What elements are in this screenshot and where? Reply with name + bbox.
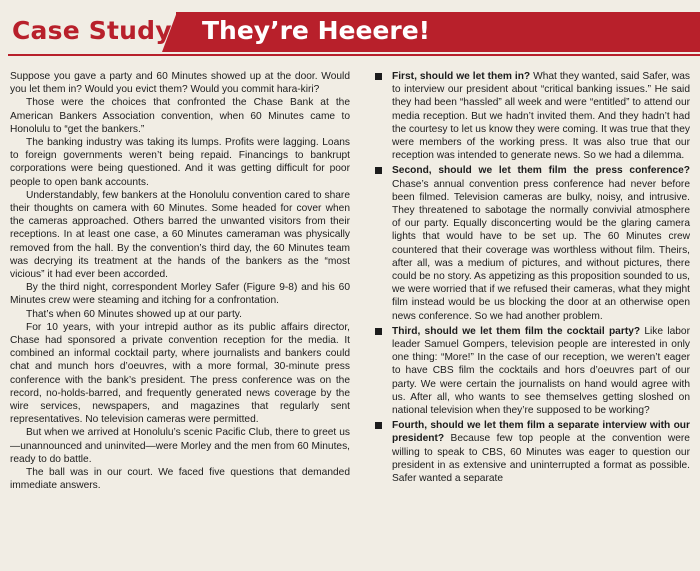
question-item [372, 419, 690, 485]
left-column [10, 70, 350, 493]
question-item [372, 164, 690, 322]
paragraph: Those were the choices that confronted the Chase Bank at the American Bankers Association convention, when 60 Minutes came to Honolulu to “get the bankers.” [10, 97, 350, 135]
paragraph: That’s when 60 Minutes showed up at our party. [26, 308, 242, 320]
title-bar-notch [162, 12, 177, 52]
bullet-square-icon [375, 73, 382, 80]
question-body: Like labor leader Samuel Gompers, television people are interested in only one thing: “More!” In the case of our reception, we weren’t eager to have CBS film the cocktails and hors d’oeuvres part of our party. We were certain the journalists on hand would agree with us. After all, who wants to see themselves getting sloshed on national television when they’re supposed to be working? [392, 325, 690, 417]
bullet-square-icon [375, 328, 382, 335]
question-lead: Second, should we let them film the press conference? [392, 165, 690, 177]
question-lead: Third, should we let them film the cocktail party? [392, 325, 645, 337]
paragraph: By the third night, correspondent Morley Safer (Figure 9-8) and his 60 Minutes crew were steaming and itching for a confrontation. [10, 282, 350, 307]
question-lead: First, should we let them in? [392, 71, 534, 82]
paragraph: For 10 years, with your intrepid author as its public affairs director, Chase had sponsored a private convention reception for the media. It combined an informal cocktail party, where journalists and bankers could chat and munch hors d’oeuvres, with a more formal, 30-minute press conference with the bank’s president. The press conference was on the record, no-holds-barred, and frequently generated news coverage by the wire services, newspapers, and magazines that regularly sent representatives. No television cameras were permitted. [10, 321, 350, 426]
paragraph: But when we arrived at Honolulu’s scenic Pacific Club, there to greet us—unannounced and uninvited—were Morley and the men from 60 Minutes, ready to do battle. [10, 427, 350, 465]
page-title: They’re Heeere! [202, 16, 431, 45]
paragraph: Suppose you gave a party and 60 Minutes showed up at the door. Would you let them in? Would you evict them? Would you commit hara-kiri? [10, 71, 350, 96]
section-label: Case Study [12, 16, 172, 45]
question-body: Because few top people at the convention were willing to speak to CBS, 60 Minutes was eager to question our president in as extensive and uninterrupted a format as possible. Safer wanted a separate [392, 433, 690, 485]
paragraph: Understandably, few bankers at the Honolulu convention cared to share their thoughts on camera with 60 Minutes. Some headed for cover when the cameras approached. Others barred the unwanted visitors from their receptions. In at least one case, a 60 Minutes cameraman was physically removed from the hall. By the convention’s third day, the 60 Minutes team was decrying its treatment at the hands of the bankers as the “most vicious” it had ever been accorded. [10, 189, 350, 281]
page-header [0, 0, 700, 62]
paragraph: The banking industry was taking its lumps. Profits were lagging. Loans to foreign governments weren’t being repaid. Financings to bankrupt corporations were being questioned. And it was getting difficult for poor people to open bank accounts. [10, 137, 350, 188]
bullet-square-icon [375, 167, 382, 174]
right-column [372, 70, 690, 487]
question-lead: Fourth, should we let them film a separate interview with our president? [392, 420, 690, 445]
bullet-square-icon [375, 422, 382, 429]
question-item [372, 325, 690, 417]
question-body: Chase’s annual convention press conference had never before been filmed. Television cameras are bulky, noisy, and intrusive. They threatened to sabotage the normally convivial atmosphere of our party. Equally disconcerting would be the glaring camera lights that would have to be set up. The 60 Minutes crew countered that their coverage was worthless without film. Theirs, after all, was a medium of pictures, and without pictures, there could be no story. As appetizing as this proposition sounded to us, we were worried that if we refused their cameras, what they might film instead would be us blocking the door at an otherwise open news conference. So we had another problem. [392, 178, 690, 322]
header-rule [8, 54, 700, 56]
question-item [372, 70, 690, 162]
paragraph: The ball was in our court. We faced five questions that demanded immediate answers. [10, 467, 350, 492]
question-body: What they wanted, said Safer, was to interview our president about “critical banking issues.” He said they had been “hassled” all week and were “entitled” to attend our media reception. But we hadn’t invited them. And they hadn’t had the courtesy to let us know they were coming. It was true that they were members of the working press. It was also true that our reception was intended to generate news. So we had a dilemma. [392, 71, 691, 162]
